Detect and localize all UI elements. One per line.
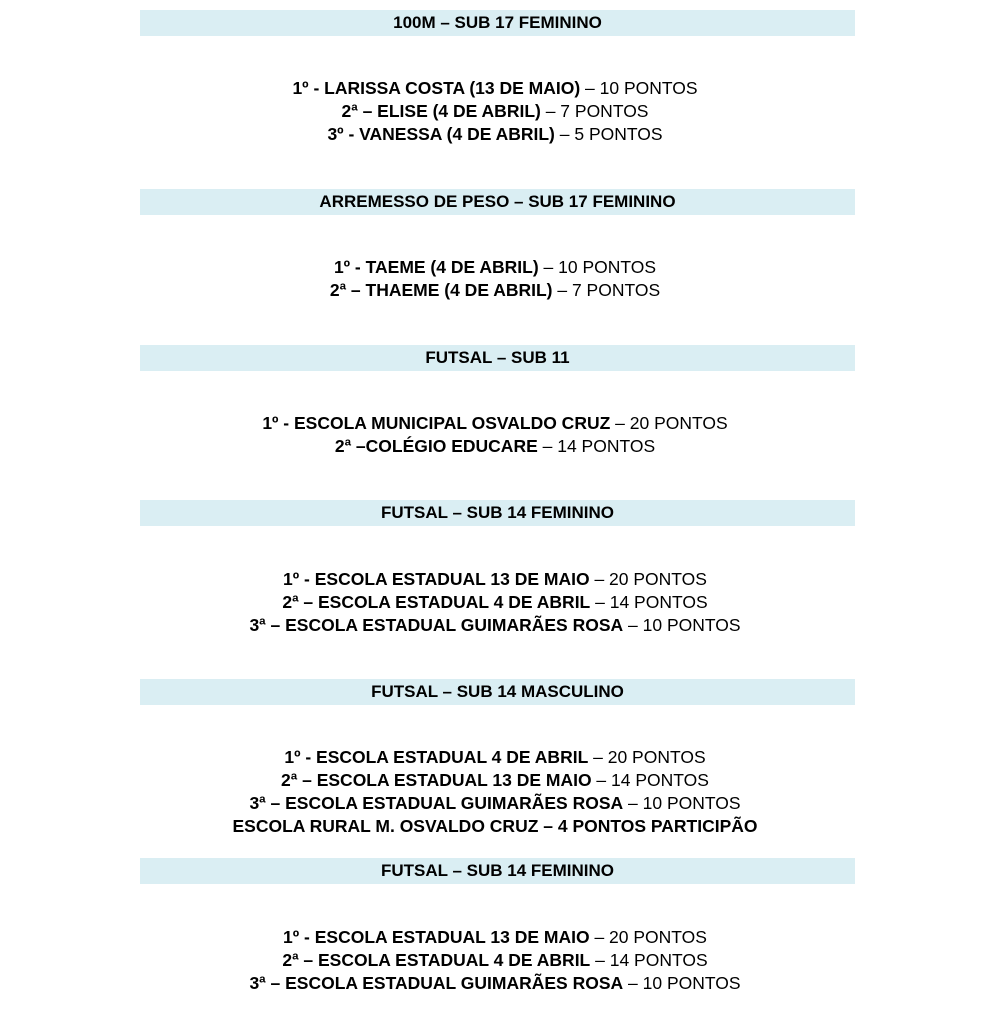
results-arremesso-peso-sub17-feminino (0, 256, 990, 302)
result-name: 2ª – ESCOLA ESTADUAL 4 DE ABRIL (282, 592, 591, 612)
result-points: – 4 PONTOS PARTICIPÃO (538, 816, 758, 836)
result-name: 1º - LARISSA COSTA (13 DE MAIO) (292, 78, 581, 98)
result-name: 3ª – ESCOLA ESTADUAL GUIMARÃES ROSA (249, 973, 624, 993)
result-line (0, 123, 990, 146)
result-points: – 7 PONTOS (540, 101, 649, 121)
result-points: – 14 PONTOS (591, 770, 709, 790)
result-line (0, 256, 990, 279)
result-line-participation (0, 815, 990, 838)
result-line (0, 614, 990, 637)
result-name: 2ª – ESCOLA ESTADUAL 13 DE MAIO (281, 770, 592, 790)
result-line (0, 435, 990, 458)
result-name: 2ª – ESCOLA ESTADUAL 4 DE ABRIL (282, 950, 591, 970)
section-header-100m-sub17-feminino: 100M – SUB 17 FEMININO (140, 10, 855, 36)
result-points: – 10 PONTOS (623, 615, 741, 635)
results-futsal-sub11 (0, 412, 990, 458)
result-line (0, 568, 990, 591)
result-points: – 10 PONTOS (580, 78, 698, 98)
result-points: – 20 PONTOS (610, 413, 728, 433)
result-points: – 10 PONTOS (623, 973, 741, 993)
result-name: 1º - ESCOLA ESTADUAL 4 DE ABRIL (284, 747, 589, 767)
section-header-futsal-sub14-feminino: FUTSAL – SUB 14 FEMININO (140, 500, 855, 526)
result-name: ESCOLA RURAL M. OSVALDO CRUZ (232, 816, 539, 836)
result-name: 2ª –COLÉGIO EDUCARE (334, 436, 538, 456)
result-line (0, 926, 990, 949)
result-name: 2ª – THAEME (4 DE ABRIL) (329, 280, 553, 300)
results-100m-sub17-feminino (0, 77, 990, 146)
section-header-futsal-sub11: FUTSAL – SUB 11 (140, 345, 855, 371)
section-header-arremesso-peso-sub17-feminino: ARREMESSO DE PESO – SUB 17 FEMININO (140, 189, 855, 215)
result-line (0, 746, 990, 769)
result-name: 1º - ESCOLA ESTADUAL 13 DE MAIO (283, 569, 590, 589)
section-header-futsal-sub14-feminino-2: FUTSAL – SUB 14 FEMININO (140, 858, 855, 884)
result-line (0, 792, 990, 815)
result-name: 3ª – ESCOLA ESTADUAL GUIMARÃES ROSA (249, 615, 624, 635)
result-points: – 20 PONTOS (589, 569, 707, 589)
result-points: – 20 PONTOS (588, 747, 706, 767)
result-line (0, 972, 990, 995)
result-points: – 14 PONTOS (537, 436, 656, 456)
result-name: 1º - ESCOLA ESTADUAL 13 DE MAIO (283, 927, 590, 947)
result-line (0, 949, 990, 972)
result-name: 3ª – ESCOLA ESTADUAL GUIMARÃES ROSA (249, 793, 624, 813)
result-points: – 14 PONTOS (590, 950, 708, 970)
result-points: – 10 PONTOS (538, 257, 657, 277)
result-line (0, 100, 990, 123)
result-line (0, 279, 990, 302)
results-futsal-sub14-masculino (0, 746, 990, 838)
result-points: – 14 PONTOS (590, 592, 708, 612)
result-name: 3º - VANESSA (4 DE ABRIL) (327, 124, 555, 144)
result-line (0, 412, 990, 435)
section-header-futsal-sub14-masculino: FUTSAL – SUB 14 MASCULINO (140, 679, 855, 705)
result-points: – 20 PONTOS (589, 927, 707, 947)
result-name: 1º - ESCOLA MUNICIPAL OSVALDO CRUZ (262, 413, 611, 433)
result-line (0, 769, 990, 792)
result-name: 2ª – ELISE (4 DE ABRIL) (341, 101, 541, 121)
result-points: – 5 PONTOS (554, 124, 663, 144)
result-name: 1º - TAEME (4 DE ABRIL) (333, 257, 539, 277)
result-line (0, 77, 990, 100)
result-points: – 7 PONTOS (552, 280, 661, 300)
result-points: – 10 PONTOS (623, 793, 741, 813)
result-line (0, 591, 990, 614)
results-futsal-sub14-feminino-2 (0, 926, 990, 995)
results-futsal-sub14-feminino (0, 568, 990, 637)
